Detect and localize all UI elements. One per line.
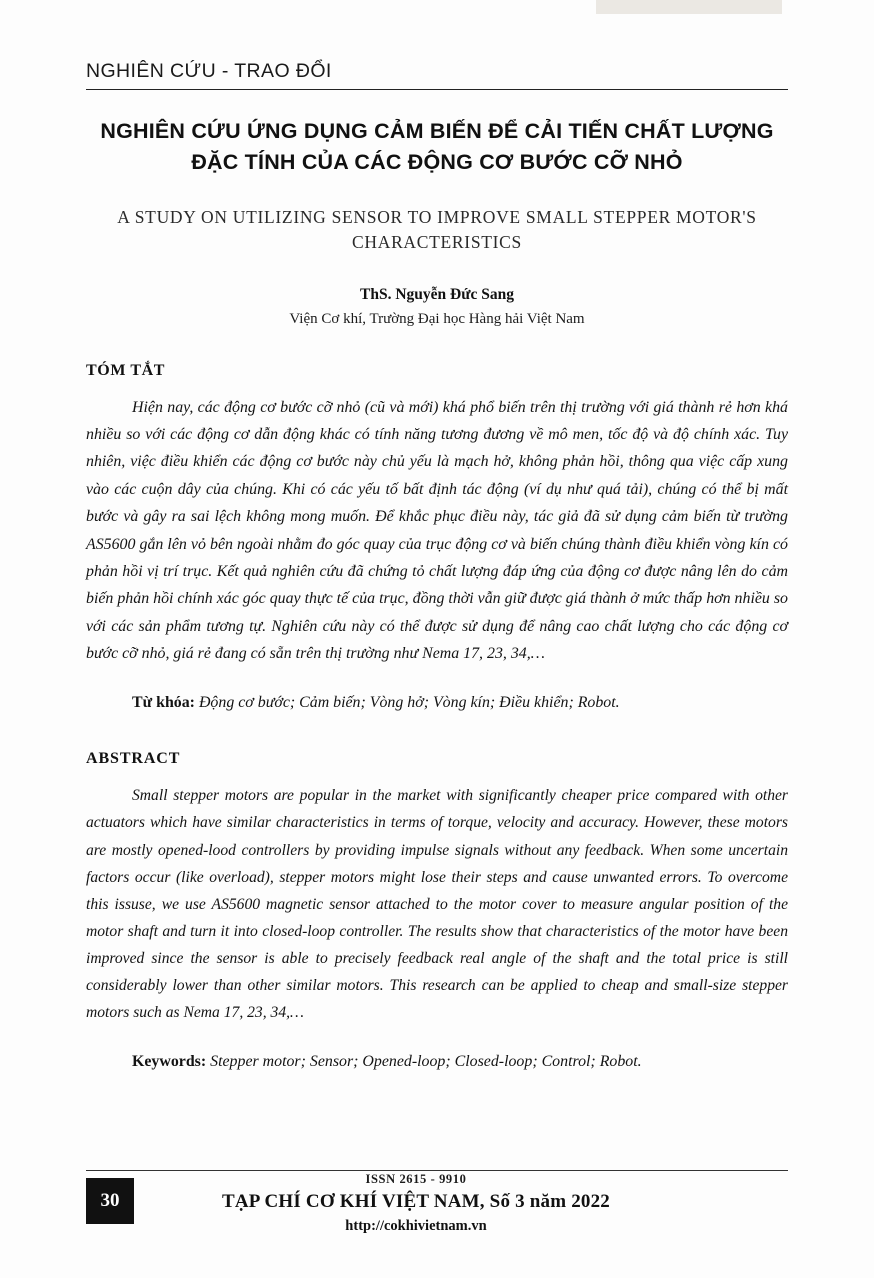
keywords-english-value: Stepper motor; Sensor; Opened-loop; Closed-loop; Control; Robot. [210, 1053, 642, 1071]
title-english-line2: CHARACTERISTICS [352, 232, 522, 253]
journal-title: TẠP CHÍ CƠ KHÍ VIỆT NAM, Số 3 năm 2022 [221, 1191, 610, 1212]
title-english-line1: A STUDY ON UTILIZING SENSOR TO IMPROVE SMALL STEPPER MOTOR'S [117, 207, 757, 228]
abstract-vietnamese-body: Hiện nay, các động cơ bước cỡ nhỏ (cũ và mới) khá phổ biến trên thị trường với giá thành rẻ hơn khá nhiều so với các động cơ dẫn động khác có tính năng tương đương về mô men, tốc độ và độ chính xác. Tuy nhiên, việc điều khiển các động cơ bước này chủ yếu là mạch hở, không phản hồi, thông qua việc cấp xung vào các cuộn dây của chúng. Khi có các yếu tố bất định tác động (ví dụ như quá tải), chúng có thể bị mất bước và gây ra sai lệch không mong muốn. Để khắc phục điều này, tác giả đã sử dụng cảm biến từ trường AS5600 gắn lên vỏ bên ngoài nhằm đo góc quay của trục động cơ và biến chúng thành điều khiển vòng kín có phản hồi vị trí trục. Kết quả nghiên cứu đã chứng tỏ chất lượng đáp ứng của động cơ được nâng lên do cảm biến phản hồi chính xác góc quay thực tế của trục, đồng thời vẫn giữ được giá thành ở mức thấp hơn nhiều so với các sản phẩm tương tự. Nghiên cứu này có thể được sử dụng để nâng cao chất lượng cho các động cơ bước cỡ nhỏ, giá rẻ đang có sẵn trên thị trường như Nema 17, 23, 34,… [86, 398, 788, 662]
keywords-vietnamese [86, 689, 788, 716]
page-title-vietnamese [86, 116, 788, 177]
keywords-vietnamese-value: Động cơ bước; Cảm biến; Vòng hở; Vòng kín; Điều khiển; Robot. [198, 694, 620, 712]
keywords-english-label: Keywords: [132, 1053, 207, 1071]
author-affiliation: Viện Cơ khí, Trường Đại học Hàng hải Việt Nam [289, 310, 585, 327]
abstract-vietnamese-heading: TÓM TẮT [86, 361, 166, 379]
page-footer [86, 1170, 788, 1256]
article-content [86, 60, 788, 1075]
page-title-english [86, 205, 788, 256]
running-head: NGHIÊN CỨU - TRAO ĐỔI [86, 60, 332, 82]
scan-artifact [596, 0, 782, 14]
footer-rule [86, 1170, 788, 1171]
keywords-english [86, 1048, 788, 1075]
title-vietnamese-line2: ĐẶC TÍNH CỦA CÁC ĐỘNG CƠ BƯỚC CỠ NHỎ [191, 149, 683, 174]
abstract-english-body: Small stepper motors are popular in the market with significantly cheaper price compared with other actuators which have similar characteristics in terms of torque, velocity and accuracy. However, these motors are mostly opened-lood controllers by providing impulse signals without any feedback. When some uncertain factors occur (like overload), stepper motors might lose their steps and cause unwanted errors. To overcome this issuse, we use AS5600 magnetic sensor attached to the motor cover to measure angular position of the motor shaft and turn it into closed-loop controller. The results show that characteristics of the motor have been improved since the sensor is able to precisely feedback real angle of the shaft and the total price is still considerably lower than other similar motors. This research can be applied to cheap and small-size stepper motors such as Nema 17, 23, 34,… [86, 787, 788, 1022]
header-rule [86, 89, 788, 90]
page-number: 30 [86, 1178, 134, 1224]
journal-website: http://cokhivietnam.vn [345, 1218, 487, 1234]
issn-text: ISSN 2615 - 9910 [365, 1172, 467, 1186]
author-name: ThS. Nguyễn Đức Sang [359, 285, 514, 303]
title-vietnamese-line1: NGHIÊN CỨU ỨNG DỤNG CẢM BIẾN ĐỂ CẢI TIẾN CHẤT LƯỢNG [100, 119, 774, 143]
footer-center [146, 1172, 686, 1235]
abstract-english-heading: ABSTRACT [86, 750, 181, 768]
keywords-vietnamese-label: Từ khóa: [132, 694, 195, 712]
